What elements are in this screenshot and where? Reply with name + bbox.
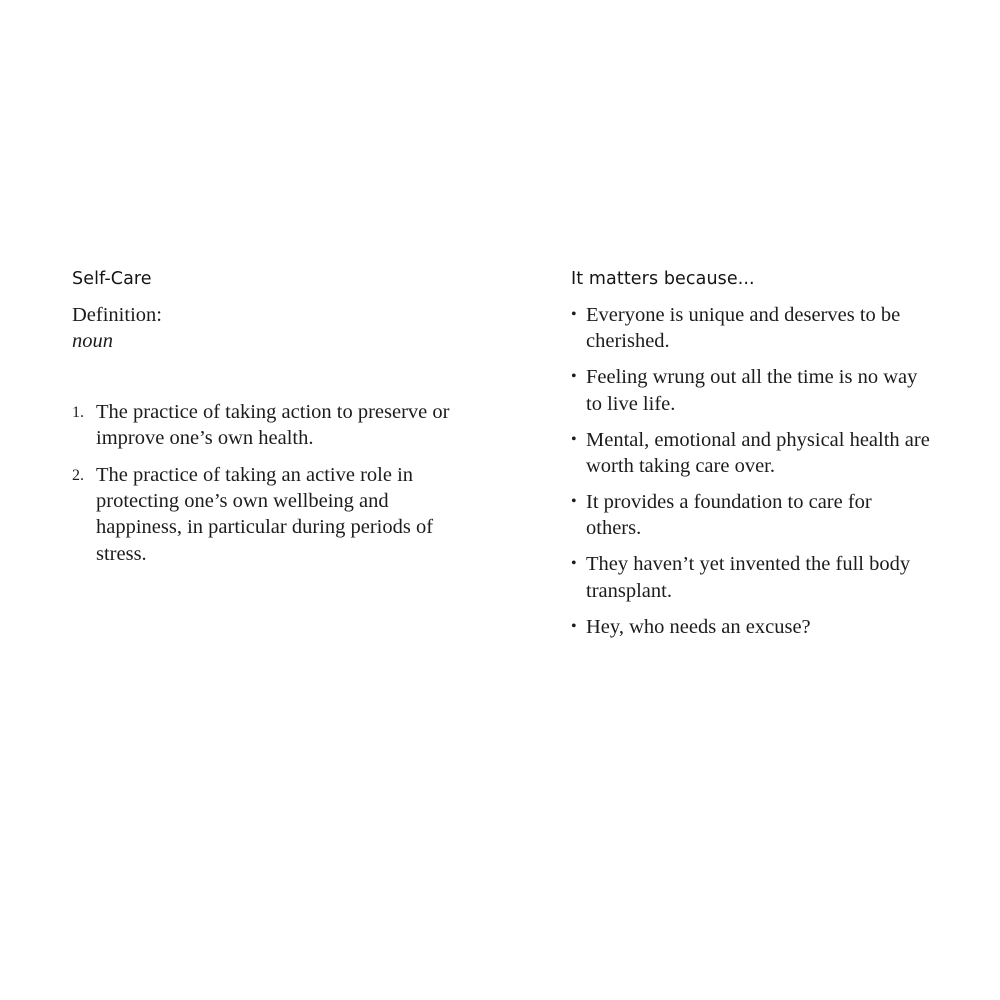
list-item [571,489,931,542]
reason-text: Mental, emotional and physical health are worth taking care over. [586,428,930,478]
definition-column [72,266,452,577]
reasons-list [571,302,931,640]
definition-number: 1. [72,403,84,421]
part-of-speech: noun [72,330,113,353]
definition-text: The practice of taking an active role in protecting one’s own wellbeing and happiness, in particular during periods of stress. [96,463,434,565]
bullet-icon: • [571,617,577,635]
definition-list [72,399,452,567]
definition-text: The practice of taking action to preserve or improve one’s own health. [96,400,450,450]
bullet-icon: • [571,555,577,573]
bullet-icon: • [571,492,577,510]
reason-text: Hey, who needs an excuse? [586,615,811,638]
list-item [571,302,931,355]
definition-label: Definition: [72,304,162,326]
reason-text: It provides a foundation to care for others. [586,490,872,540]
reason-text: Everyone is unique and deserves to be cherished. [586,304,901,353]
term-heading: Self-Care [72,269,152,289]
reasons-heading: It matters because... [571,269,755,289]
bullet-icon: • [571,368,577,386]
definition-number: 2. [72,466,84,484]
list-item [571,364,931,417]
list-item [571,614,931,640]
reasons-column [571,266,931,649]
bullet-icon: • [571,306,577,323]
list-item [571,551,931,604]
reason-text: Feeling wrung out all the time is no way to live life. [586,366,918,415]
list-item [571,427,931,480]
definition-item [72,399,452,452]
definition-item [72,462,452,568]
reason-text: They haven’t yet invented the full body transplant. [586,553,911,602]
bullet-icon: • [571,430,577,448]
